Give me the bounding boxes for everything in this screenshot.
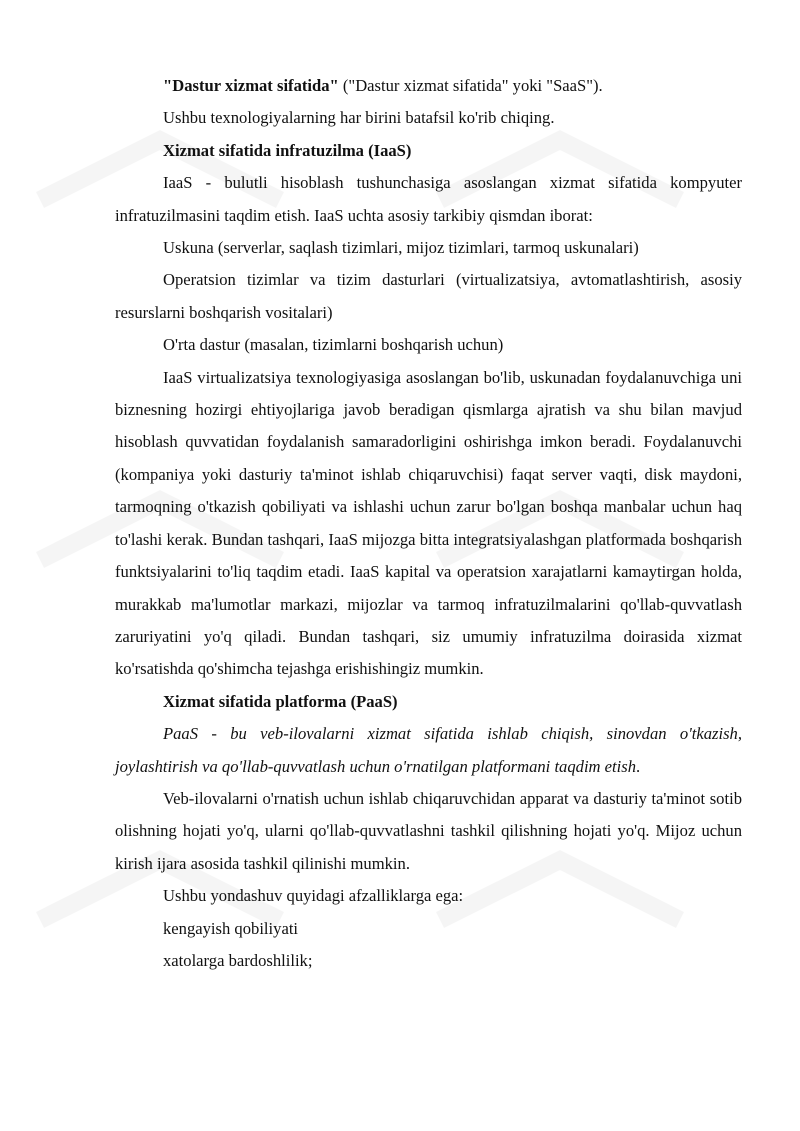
paragraph-iaas-details: IaaS virtualizatsiya texnologiyasiga asoslangan bo'lib, uskunadan foydalanuvchiga uni biznesning hozirgi ehtiyojlariga javob beradigan qismlarga ajratish va shu bilan mavjud hisoblash quvvatidan foydalanish samaradorligini oshirishga imkon beradi. Foydalanuvchi (kompaniya yoki dasturiy ta'minot ishlab chiqaruvchisi) faqat server vaqti, disk maydoni, tarmoqning o'tkazish qobiliyati va ishlashi uchun zarur bo'lgan boshqa manbalar uchun haq to'lashi kerak. Bundan tashqari, IaaS mijozga bitta integratsiyalashgan platformada boshqarish funktsiyalarini to'liq taqdim etadi. IaaS kapital va operatsion xarajatlarni kamaytirgan holda, murakkab ma'lumotlar markazi, mijozlar va tarmoq infratuzilmalarini qo'llab-quvvatlash zaruriyatini yo'q qiladi. Bundan tashqari, siz umumiy infratuzilma doirasida xizmat ko'rsatishda qo'shimcha tejashga erishishingiz mumkin.	[115, 367, 742, 679]
document-page	[115, 70, 742, 977]
list-item-hardware: Uskuna (serverlar, saqlash tizimlari, mijoz tizimlari, tarmoq uskunalari)	[163, 238, 639, 258]
paas-definition-italic: PaaS - bu veb-ilovalarni xizmat sifatida ishlab chiqish, sinovdan o'tkazish, joylashtirish va qo'llab-quvvatlash uchun o'rnatilgan platformani taqdim etish	[115, 724, 742, 776]
paas-definition-period: .	[636, 756, 641, 776]
heading-paas: Xizmat sifatida platforma (PaaS)	[163, 691, 398, 711]
paragraph-paas-definition	[115, 718, 742, 783]
heading-iaas: Xizmat sifatida infratuzilma (IaaS)	[163, 140, 412, 160]
list-item-fault-tolerance: xatolarga bardoshlilik;	[163, 950, 313, 970]
list-item-scalability: kengayish qobiliyati	[163, 918, 299, 938]
paragraph-advantages-intro: Ushbu yondashuv quyidagi afzalliklarga ega:	[163, 886, 464, 906]
paragraph-review: Ushbu texnologiyalarning har birini batafsil ko'rib chiqing.	[163, 108, 555, 128]
paragraph-iaas-definition: IaaS - bulutli hisoblash tushunchasiga asoslangan xizmat sifatida kompyuter infratuzilmasini taqdim etish. IaaS uchta asosiy tarkibiy qismdan iborat:	[115, 173, 742, 225]
list-item-middleware: O'rta dastur (masalan, tizimlarni boshqarish uchun)	[163, 335, 504, 355]
bold-term-saas: "Dastur xizmat sifatida"	[163, 76, 339, 95]
saas-definition-text: ("Dastur xizmat sifatida" yoki "SaaS").	[338, 76, 603, 95]
list-item-operating-systems: Operatsion tizimlar va tizim dasturlari (virtualizatsiya, avtomatlashtirish, asosiy resurslarni boshqarish vositalari)	[115, 270, 742, 322]
paragraph-saas-intro	[115, 70, 742, 102]
paragraph-paas-details: Veb-ilovalarni o'rnatish uchun ishlab chiqaruvchidan apparat va dasturiy ta'minot sotib olishning hojati yo'q, ularni qo'llab-quvvatlashni tashkil qilishning hojati yo'q. Mijoz uchun kirish ijara asosida tashkil qilinishi mumkin.	[115, 788, 742, 873]
